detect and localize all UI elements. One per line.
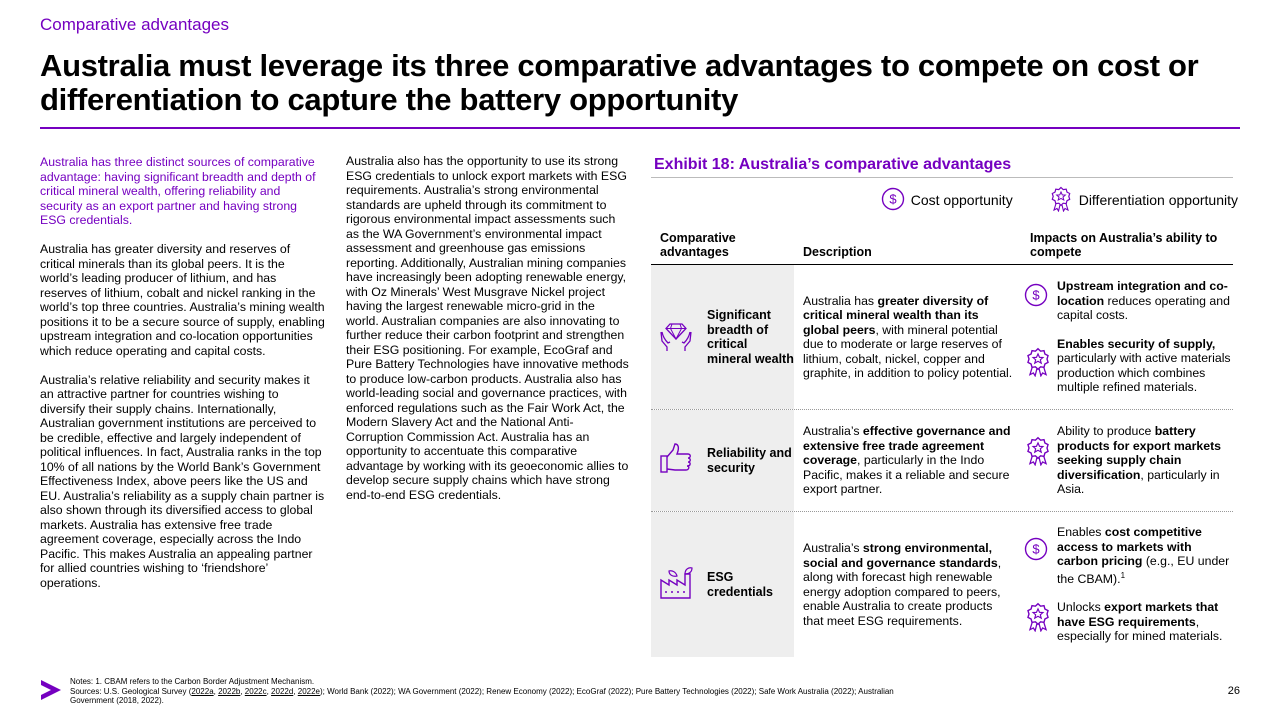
desc-text: , with mineral potential due to moderate or large reserves of lithium, cobalt, nickel, copper and graphite, in addition to policy potential. xyxy=(803,322,1013,380)
legend-cost xyxy=(881,187,1013,214)
header-impacts: Impacts on Australia’s ability to compete xyxy=(1030,231,1218,259)
description-cell xyxy=(794,265,1021,409)
advantage-cell xyxy=(651,410,794,511)
description-cell xyxy=(794,410,1021,511)
notes-line: Notes: 1. CBAM refers to the Carbon Border Adjustment Mechanism. xyxy=(70,677,315,686)
impact-text: , particularly in Asia. xyxy=(1057,467,1220,497)
advantage-label: ESG credentials xyxy=(707,570,774,599)
impacts-cell xyxy=(1021,265,1233,409)
impact-text: particularly with active materials production which combines multiple refined materials. xyxy=(1057,351,1231,395)
middle-text-column xyxy=(346,154,629,517)
thumbs-up-icon xyxy=(659,442,707,480)
impact-item xyxy=(1024,525,1233,586)
award-ribbon-icon xyxy=(1049,186,1079,215)
diamond-hands-icon xyxy=(659,318,707,356)
svg-text:$: $ xyxy=(1032,541,1040,557)
impact-text: (e.g., EU under the CBAM). xyxy=(1057,554,1230,586)
legend-differentiation-label: Differentiation opportunity xyxy=(1078,192,1238,208)
header-advantages: Comparative advantages xyxy=(660,231,736,259)
impact-text: reduces operating and capital costs. xyxy=(1057,293,1230,323)
table-row xyxy=(651,410,1233,512)
dollar-coin-icon xyxy=(1024,279,1057,311)
dollar-coin-icon xyxy=(1024,525,1057,565)
desc-text: Australia’s xyxy=(803,424,863,439)
impact-bold: export markets that have ESG requirements xyxy=(1057,600,1219,629)
source-link[interactable]: 2022b xyxy=(218,686,241,696)
table-header xyxy=(651,222,1233,265)
source-link[interactable]: 2022d xyxy=(271,686,294,696)
reliability-paragraph: Australia’s relative reliability and security makes it an attractive partner for countries wishing to diversify their supply chains. Internationally, Australian government institutions are perceived to be credible, effective and largely independent of political influences. In fact, Australia ranks in the top 10% of all nations by the World Bank’s Government Effectiveness Index, above peers like the US and EU. Australia’s reliability as a supply chain partner is also shown through its diversified access to global markets. Australia has extensive free trade agreement coverage, especially across the Indo Pacific. This makes Australia an appealing partner for allied countries wishing to ‘friendshore’ operations. xyxy=(40,372,325,590)
legend-cost-label: Cost opportunity xyxy=(910,192,1013,208)
intro-paragraph: Australia has three distinct sources of comparative advantage: having significant breadth and depth of critical mineral wealth, offering reliability and security as an export partner and having strong ESG credentials. xyxy=(40,155,316,227)
impact-bold: cost competitive access to markets with carbon pricing xyxy=(1057,525,1202,569)
brand-chevron-logo xyxy=(40,679,62,706)
desc-bold: strong environmental, social and governance standards xyxy=(803,541,998,570)
desc-text: Australia’s xyxy=(803,541,863,555)
minerals-paragraph: Australia has greater diversity and reserves of critical minerals than its global peers. It is the world’s leading producer of lithium, and has reserves of lithium, cobalt and nickel ranking in the world’s top three countries. Australia’s mining wealth positions it to be a secure source of supply, enabling upstream integration and co-location opportunities which reduce operating and capital costs. xyxy=(40,242,325,358)
table-row xyxy=(651,265,1233,410)
impact-item xyxy=(1024,424,1233,497)
source-link[interactable]: 2022c xyxy=(244,686,267,696)
impact-bold: battery products for export markets seeking supply chain diversification xyxy=(1057,424,1221,482)
table-row xyxy=(651,512,1233,657)
sources-line: Government (2018, 2022). xyxy=(70,696,164,705)
desc-text: , particularly in the Indo Pacific, makes it a reliable and secure export partner. xyxy=(803,453,1010,497)
header-description: Description xyxy=(803,245,872,259)
sources-line: Sources: U.S. Geological Survey (2022a, 2022b, 2022c, 2022d, 2022e); World Bank (2022); WA Government (2022); Renew Economy (2022); EcoGraf (2022); Pure Battery Technologies (2022); Safe Work Australia (2022); Australian xyxy=(70,686,894,696)
source-link[interactable]: 2022e xyxy=(297,686,320,696)
award-ribbon-icon xyxy=(1024,600,1057,636)
title-divider xyxy=(40,127,1240,129)
exhibit-table xyxy=(651,150,1238,657)
sources-text: Sources: U.S. Geological Survey ( xyxy=(70,686,192,696)
desc-bold: greater diversity of critical mineral wealth than its global peers xyxy=(803,293,989,337)
award-ribbon-icon xyxy=(1024,337,1057,381)
desc-text: , along with forecast high renewable energy adoption compared to peers, enable Australia to create products that meet ESG requirements. xyxy=(803,555,1002,628)
impact-text: Enables xyxy=(1057,525,1105,540)
exhibit-title: Exhibit 18: Australia’s comparative advantages xyxy=(651,150,1233,178)
advantage-cell xyxy=(651,265,794,409)
advantage-cell xyxy=(651,512,794,657)
page-number: 26 xyxy=(1227,685,1240,697)
impact-item xyxy=(1024,337,1233,395)
page-title: Australia must leverage its three comparative advantages to compete on cost or differentiation to capture the battery opportunity xyxy=(40,48,1199,117)
impacts-cell xyxy=(1021,512,1233,657)
advantage-label: Reliability and security xyxy=(707,446,792,475)
section-kicker: Comparative advantages xyxy=(40,15,230,34)
source-link[interactable]: 2022a xyxy=(191,686,214,696)
impact-text: , especially for mined materials. xyxy=(1057,614,1223,644)
footnote-marker: 1 xyxy=(1120,570,1126,580)
impact-text: Ability to produce xyxy=(1057,424,1155,439)
esg-paragraph: Australia also has the opportunity to use its strong ESG credentials to unlock export markets with ESG requirements. Australia’s strong environmental standards are upheld through its commitment to rigorous environmental impact assessments such as the WA Government’s environmental impact assessment and greenhouse gas emissions reporting. Additionally, Australian mining companies have increasingly been adopting renewable energy, with Oz Minerals’ West Musgrave Nickel project having the largest renewable micro-grid in the world. Australian companies are also innovating to further reduce their carbon footprint and strengthen their ESG positioning. For example, EcoGraf and Pure Battery Technologies have innovative methods to produce low-carbon products. Australia also has world-leading social and governance practices, with enforced regulations such as the Fair Work Act, the Modern Slavery Act and the National Anti-Corruption Commission Act. Australia has an opportunity to accentuate this comparative advantage by working with its geoeconomic allies to develop secure supply chains which have strong end-to-end ESG credentials. xyxy=(346,154,629,502)
award-ribbon-icon xyxy=(1024,424,1057,470)
svg-text:$: $ xyxy=(889,191,897,206)
dollar-coin-icon xyxy=(881,187,911,214)
impact-bold: Upstream integration and co-location xyxy=(1057,279,1228,308)
desc-text: Australia has xyxy=(803,293,878,308)
legend-differentiation xyxy=(1049,186,1238,215)
left-text-column xyxy=(40,155,325,605)
footnotes xyxy=(70,677,970,706)
svg-text:$: $ xyxy=(1032,287,1040,303)
green-factory-icon xyxy=(659,566,707,604)
impact-item xyxy=(1024,600,1233,644)
impact-text: Unlocks xyxy=(1057,600,1105,615)
exhibit-legend xyxy=(651,178,1238,222)
impacts-cell xyxy=(1021,410,1233,511)
impact-item xyxy=(1024,279,1233,323)
sources-text: ); World Bank (2022); WA Government (2022); Renew Economy (2022); EcoGraf (2022); Pure Battery Technologies (2022); Safe Work Australia (2022); Australian xyxy=(320,686,894,696)
impact-bold: Enables security of supply, xyxy=(1057,336,1216,351)
description-cell xyxy=(794,512,1021,657)
desc-bold: effective governance and extensive free trade agreement coverage xyxy=(803,424,1011,468)
advantage-label: Significant breadth of critical mineral wealth xyxy=(707,308,794,366)
